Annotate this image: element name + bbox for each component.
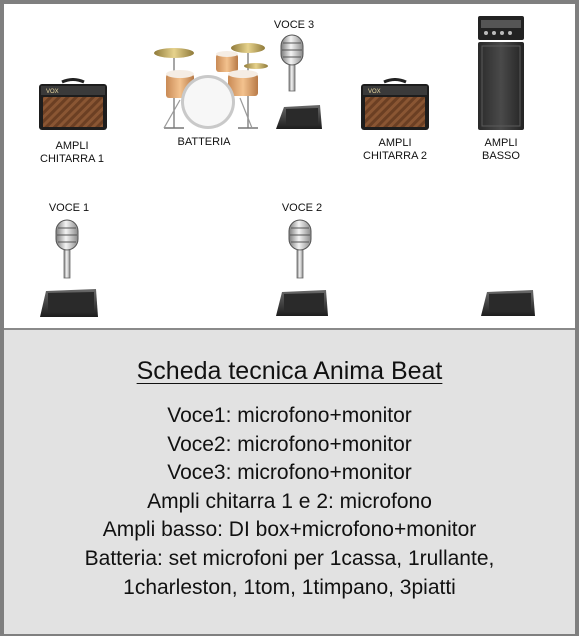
sheet-title: Scheda tecnica Anima Beat (136, 357, 443, 385)
label-batteria: BATTERIA (177, 136, 231, 148)
spec-line: Voce1: microfono+monitor (167, 404, 412, 427)
label-ampli-basso: AMPLI BASSO (482, 137, 520, 162)
spec-line: 1charleston, 1tom, 1timpano, 3piatti (123, 575, 456, 599)
technical-sheet-panel (4, 328, 575, 634)
guitar-amp-1-icon (38, 78, 108, 132)
spec-list (4, 402, 575, 602)
monitor-basso-icon (479, 288, 537, 318)
svg-text:VOX: VOX (46, 89, 59, 95)
spec-line: Ampli basso: DI box+microfono+monitor (102, 518, 477, 542)
spec-line: Batteria: set microfoni per 1cassa, 1rullante, (84, 546, 495, 570)
monitor-voce-1-icon (38, 287, 100, 319)
bass-amp-stack-icon (476, 14, 526, 132)
microphone-voce-1-icon (54, 218, 80, 280)
stage-plot (4, 4, 575, 328)
monitor-voce-2-icon (274, 288, 330, 318)
label-ampli-chitarra-2: AMPLI CHITARRA 2 (363, 137, 427, 162)
drum-kit-icon (144, 40, 268, 132)
label-voce-2: VOCE 2 (281, 202, 323, 214)
svg-text:VOX: VOX (368, 89, 381, 95)
microphone-voce-2-icon (287, 218, 313, 280)
label-voce-3: VOCE 3 (273, 19, 315, 31)
spec-line: Voce2: microfono+monitor (167, 432, 412, 456)
guitar-amp-2-icon (360, 78, 430, 132)
microphone-voce-3-icon (279, 33, 305, 93)
label-ampli-chitarra-1: AMPLI CHITARRA 1 (40, 140, 104, 165)
monitor-voce-3-icon (274, 103, 324, 131)
label-voce-1: VOCE 1 (48, 202, 90, 214)
spec-line: Voce3: microfono+monitor (167, 461, 412, 485)
spec-line: Ampli chitarra 1 e 2: microfono (147, 489, 432, 513)
